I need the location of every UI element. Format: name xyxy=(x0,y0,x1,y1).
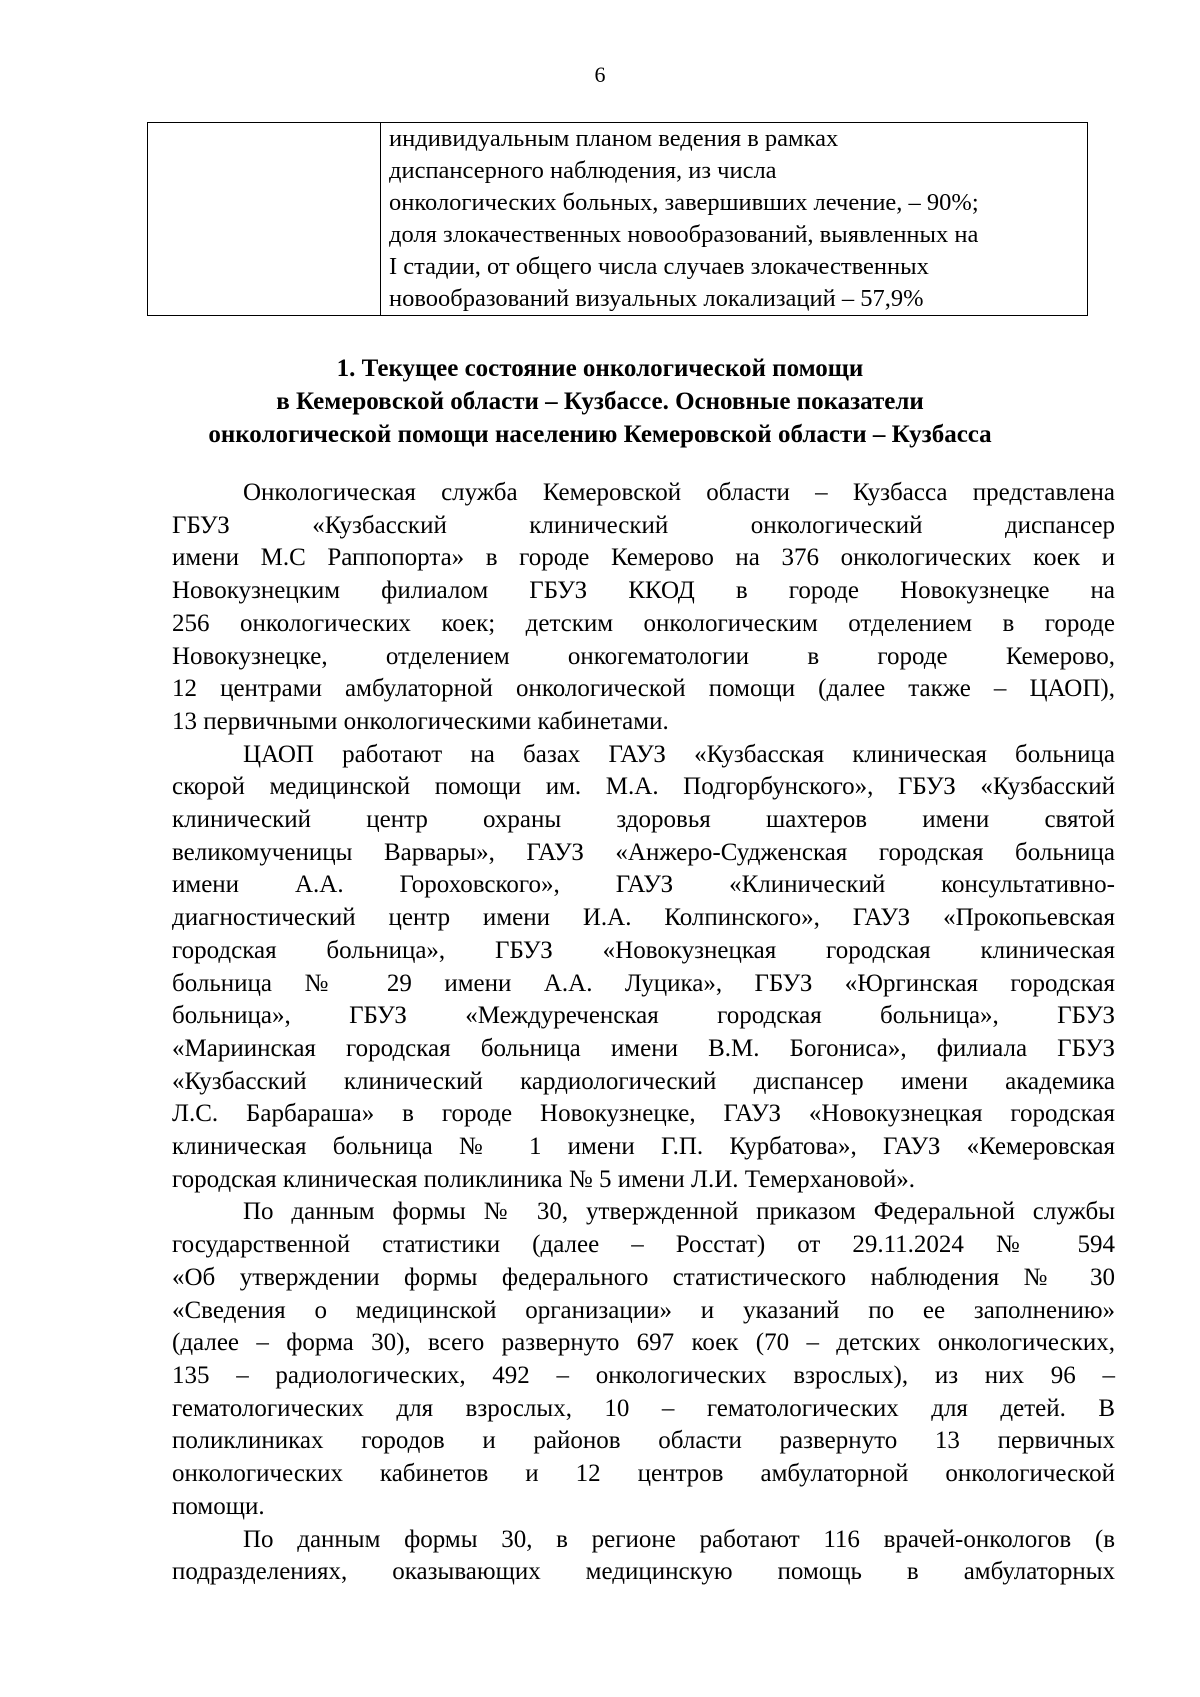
text-line: подразделениях, оказывающих медицинскую помощь в амбулаторных xyxy=(172,1558,1115,1586)
paragraph-3 xyxy=(172,1196,1115,1523)
text-line: поликлиниках городов и районов области развернуто 13 первичных xyxy=(172,1427,1115,1455)
body-text xyxy=(172,477,1115,1589)
text-line: 13 первичными онкологическими кабинетами. xyxy=(172,707,669,735)
text-line: гематологических для взрослых, 10 – гематологических для детей. В xyxy=(172,1394,1115,1422)
table-cell-line: доля злокачественных новообразований, выявленных на xyxy=(389,221,979,248)
page-number: 6 xyxy=(594,62,606,87)
text-line: 12 центрами амбулаторной онкологической помощи (далее также – ЦАОП), xyxy=(172,675,1115,703)
text-line: Новокузнецким филиалом ГБУЗ ККОД в городе Новокузнецке на xyxy=(172,577,1115,605)
text-line: великомученицы Варвары», ГАУЗ «Анжеро-Судженская городская больница xyxy=(172,838,1115,866)
text-line: Новокузнецке, отделением онкогематологии в городе Кемерово, xyxy=(172,642,1115,670)
text-line: «Об утверждении формы федерального статистического наблюдения № 30 xyxy=(172,1263,1115,1291)
text-line: скорой медицинской помощи им. М.А. Подгорбунского», ГБУЗ «Кузбасский xyxy=(172,773,1115,801)
text-line: городская больница», ГБУЗ «Новокузнецкая городская клиническая xyxy=(172,936,1115,964)
text-line: «Мариинская городская больница имени В.М. Богониса», филиала ГБУЗ xyxy=(172,1034,1115,1062)
text-line: больница № 29 имени А.А. Луцика», ГБУЗ «Юргинская городская xyxy=(172,969,1115,997)
text-line: Онкологическая служба Кемеровской области – Кузбасса представлена xyxy=(243,479,1115,506)
text-line: клиническая больница № 1 имени Г.П. Курбатова», ГАУЗ «Кемеровская xyxy=(172,1133,1115,1161)
table-cell-line: I стадии, от общего числа случаев злокачественных xyxy=(389,253,929,280)
text-line: клинический центр охраны здоровья шахтеров имени святой xyxy=(172,806,1115,834)
heading-line: 1. Текущее состояние онкологической помощи xyxy=(336,355,864,382)
table-cell-line: новообразований визуальных локализаций – 57,9% xyxy=(389,285,924,312)
text-line: имени А.А. Гороховского», ГАУЗ «Клинический консультативно- xyxy=(172,871,1115,899)
text-line: «Кузбасский клинический кардиологический диспансер имени академика xyxy=(172,1067,1115,1095)
text-line: имени М.С Раппопорта» в городе Кемерово на 376 онкологических коек и xyxy=(172,544,1115,572)
table-cell-left xyxy=(148,123,381,316)
heading-line: в Кемеровской области – Кузбассе. Основные показатели xyxy=(276,388,924,415)
paragraph-2 xyxy=(172,739,1115,1197)
text-line: ЦАОП работают на базах ГАУЗ «Кузбасская клиническая больница xyxy=(243,740,1115,768)
text-line: больница», ГБУЗ «Междуреченская городская больница», ГБУЗ xyxy=(172,1002,1115,1030)
continuation-table xyxy=(147,122,1088,316)
text-line: ГБУЗ «Кузбасский клинический онкологический диспансер xyxy=(172,511,1115,539)
text-line: диагностический центр имени И.А. Колпинского», ГАУЗ «Прокопьевская xyxy=(172,904,1115,932)
text-line: онкологических кабинетов и 12 центров амбулаторной онкологической xyxy=(172,1460,1115,1488)
text-line: Л.С. Барбараша» в городе Новокузнецке, ГАУЗ «Новокузнецкая городская xyxy=(172,1100,1115,1128)
table-cell-line: онкологических больных, завершивших лечение, – 90%; xyxy=(389,189,979,216)
text-line: помощи. xyxy=(172,1492,265,1520)
text-line: «Сведения о медицинской организации» и указаний по ее заполнению» xyxy=(172,1296,1115,1324)
text-line: По данным формы № 30, утвержденной приказом Федеральной службы xyxy=(243,1198,1115,1226)
text-line: государственной статистики (далее – Росстат) от 29.11.2024 № 594 xyxy=(172,1231,1115,1259)
text-line: 256 онкологических коек; детским онкологическим отделением в городе xyxy=(172,609,1115,637)
heading-line: онкологической помощи населению Кемеровской области – Кузбасса xyxy=(208,421,992,448)
text-line: (далее – форма 30), всего развернуто 697 коек (70 – детских онкологических, xyxy=(172,1329,1115,1357)
text-line: 135 – радиологических, 492 – онкологических взрослых), из них 96 – xyxy=(172,1361,1115,1389)
paragraph-4 xyxy=(172,1524,1115,1589)
table-cell-line: диспансерного наблюдения, из числа xyxy=(389,157,777,184)
text-line: По данным формы 30, в регионе работают 116 врачей-онкологов (в xyxy=(243,1525,1115,1553)
paragraph-1 xyxy=(172,477,1115,739)
table-row xyxy=(148,123,1088,316)
table-cell-right xyxy=(381,123,1088,316)
text-line: городская клиническая поликлиника № 5 имени Л.И. Темерхановой». xyxy=(172,1165,916,1193)
table-cell-line: индивидуальным планом ведения в рамках xyxy=(389,125,839,152)
section-heading xyxy=(120,352,1080,451)
